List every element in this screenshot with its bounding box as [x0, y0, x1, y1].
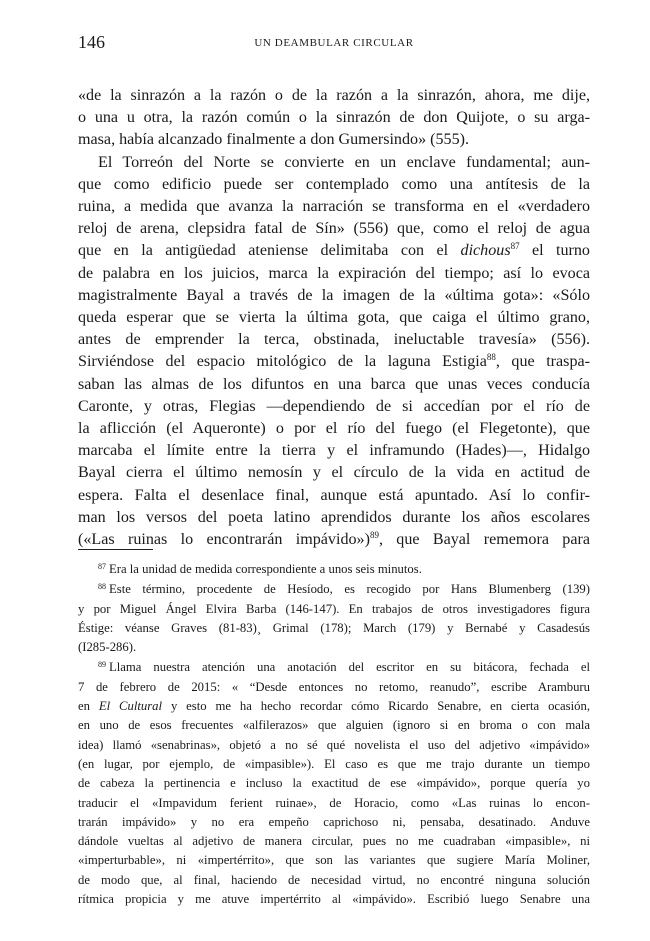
- footnote-88: [78, 580, 590, 657]
- text-segment: , que traspa-: [495, 353, 590, 371]
- text-line: man los versos del poeta latino aprendidos durante los años escolares: [78, 508, 590, 526]
- footnote-text: Llama nuestra atención una anotación del escritor en su bitácora, fechada el: [109, 660, 590, 675]
- text-segment: , que Bayal rememora para: [378, 531, 590, 549]
- text-segment: en: [78, 699, 99, 714]
- text-line: la aflicción (el Aqueronte) o por el río del fuego (el Flegetonte), que: [78, 420, 590, 438]
- text-line: [78, 697, 590, 716]
- text-line: magistralmente Bayal a través de la imagen de la «última gota»: «Sólo: [78, 286, 590, 304]
- text-line: trarán impávido» y no era empeño caprichoso ni, pensaba, desatinado. Anduve: [78, 814, 590, 829]
- paragraph-2: [78, 152, 590, 552]
- footnote-text: Era la unidad de medida correspondiente a unos seis minutos.: [109, 562, 422, 576]
- text-line: (en lugar, por ejemplo, de «impasible»). El caso es que me trajo durante un tiempo: [78, 756, 590, 771]
- text-line: marcaba el límite entre la tierra y el inframundo (Hades)—, Hidalgo: [78, 442, 590, 460]
- text-line: Bayal cierra el último nemosín y el círculo de la vida en actitud de: [78, 464, 590, 482]
- text-line: y por Miguel Ángel Elvira Barba (146-147). En trabajos de otros investigadores figura: [78, 601, 590, 616]
- footnote-87: [78, 560, 590, 579]
- text-line: [78, 560, 590, 579]
- text-line: reloj de arena, clepsidra fatal de Sín» (556) que, como el reloj de agua: [78, 220, 590, 238]
- text-line: ruina, a medida que avanza la narración se transforma en el «verdadero: [78, 198, 590, 216]
- text-line: rítmica propicia y me atuve impertérrito al «impávido». Escribió luego Senabre una: [78, 892, 590, 907]
- text-line: «imperturbable», ni «impertérrito», que son las variantes que sugiere María Moliner,: [78, 853, 590, 868]
- text-line: Éstige: véanse Graves (81-83)¸ Grimal (178); March (179) y Bernabé y Casadesús: [78, 620, 590, 635]
- text-segment: el turno: [519, 242, 590, 260]
- text-segment: Sirviéndose del espacio mitológico de la laguna Estigia: [78, 353, 487, 371]
- text-line: o una u otra, la razón común o la sinrazón de don Quijote, o su arga-: [78, 109, 590, 127]
- text-line: queda esperar que se vierta la última gota, que caiga el último grano,: [78, 309, 590, 327]
- footnotes: [78, 560, 590, 910]
- text-line: de modo que, al final, haciendo de necesidad virtud, no encontré ninguna solución: [78, 872, 590, 887]
- footnote-separator: [78, 549, 153, 550]
- text-segment: y esto me ha hecho recordar cómo Ricardo Senabre, en cierta ocasión,: [162, 699, 590, 714]
- footnote-number: 89: [98, 660, 106, 670]
- italic-title: El Cultural: [98, 699, 163, 714]
- text-line: masa, había alcanzado finalmente a don Gumersindo» (555).: [78, 131, 470, 149]
- text-line: [78, 240, 590, 262]
- text-line: [78, 580, 590, 599]
- footnote-number: 87: [98, 562, 106, 571]
- text-line: antes de emprender la terca, obstinada, ineluctable travesía» (556).: [78, 331, 590, 349]
- main-text: [78, 85, 590, 551]
- paragraph-1: [78, 85, 590, 152]
- text-line: El Torreón del Norte se convierte en un enclave fundamental; aun-: [98, 153, 590, 171]
- text-line: de cabeza la pertinencia e incluso la exactitud de ese «impávido», porque quería yo: [78, 776, 590, 791]
- footnote-ref-89[interactable]: 89: [369, 530, 379, 541]
- text-segment: que en la antigüedad ateniense delimitaba con el: [78, 242, 461, 260]
- text-line: espera. Falta el desenlace final, aunque está apuntado. Así lo confir-: [78, 486, 590, 504]
- footnote-number: 88: [98, 582, 106, 592]
- italic-term: dichous: [460, 242, 511, 260]
- text-line: (I285-286).: [78, 640, 137, 655]
- text-line: [78, 658, 590, 677]
- text-line: [78, 529, 590, 551]
- text-line: en uno de esos frecuentes «alfilerazos» que alguien (ignoro si en broma o con mala: [78, 718, 590, 733]
- text-line: saban las almas de los difuntos en una barca que unas veces conducía: [78, 375, 590, 393]
- text-segment: («Las ruinas lo encontrarán impávido»): [78, 531, 370, 549]
- text-line: que como edificio puede ser contemplado como una antítesis de la: [78, 175, 590, 193]
- running-head: UN DEAMBULAR CIRCULAR: [254, 37, 414, 49]
- text-line: [78, 351, 590, 373]
- text-line: dándole vueltas al adjetivo de manera circular, pues no me cuadraban «impasible», ni: [78, 834, 590, 849]
- page-header: [78, 32, 590, 54]
- footnote-ref-88[interactable]: 88: [486, 352, 496, 363]
- text-line: Caronte, y otras, Flegias —dependiendo de si accedían por el río de: [78, 397, 590, 415]
- footnote-text: Este término, procedente de Hesíodo, es recogido por Hans Blumenberg (139): [109, 582, 590, 597]
- text-line: 7 de febrero de 2015: « “Desde entonces no retomo, reanudo”, escribe Aramburu: [78, 679, 590, 694]
- text-line: idea) llamó «senabrinas», objetó a no sé qué novelista el uso del adjetivo «impávido»: [78, 737, 590, 752]
- page-number: 146: [78, 32, 105, 52]
- text-line: de palabra en los juicios, marca la expiración del tiempo; así lo evoca: [78, 264, 590, 282]
- text-line: traducir el «Impavidum ferient ruinae», de Horacio, como «Las ruinas lo encon-: [78, 795, 590, 810]
- footnote-89: [78, 658, 590, 909]
- text-line: «de la sinrazón a la razón o de la razón a la sinrazón, ahora, me dije,: [78, 87, 590, 104]
- footnote-ref-87[interactable]: 87: [510, 241, 520, 252]
